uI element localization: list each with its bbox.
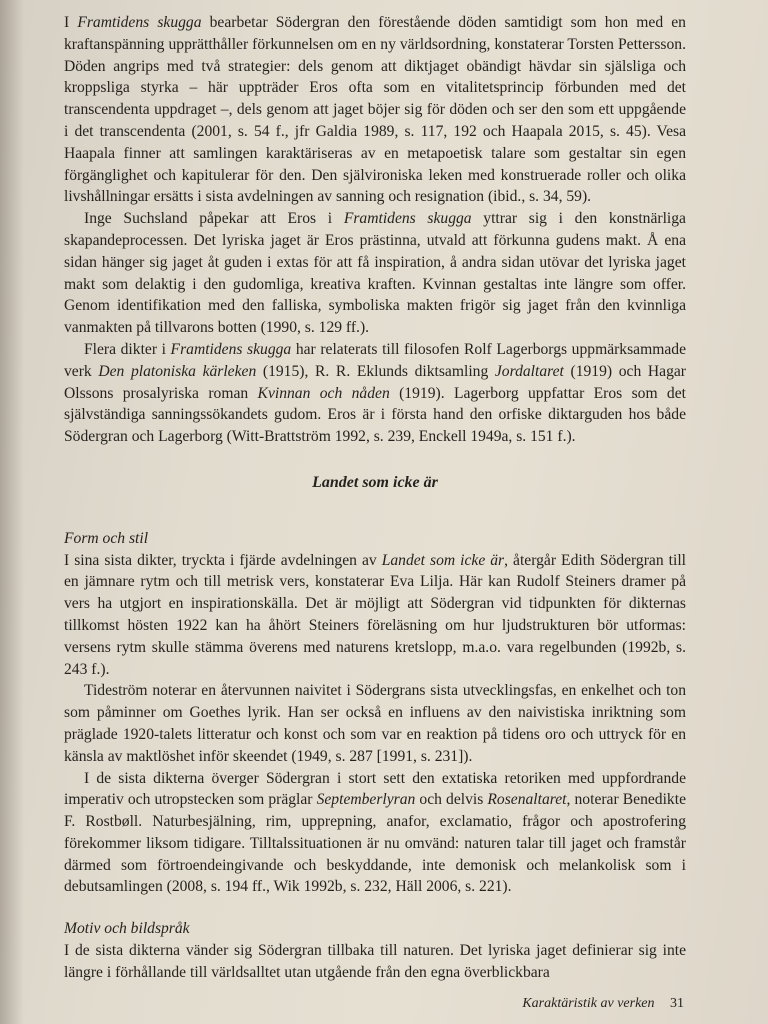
- italic-title: Framtidens skugga: [170, 340, 292, 358]
- text-run: har relaterats till filosofen Rolf Lagerborgs uppmärksammade verk: [64, 340, 686, 380]
- text-run: Tideström noterar en återvunnen naivitet i Södergrans sista utvecklingsfas, en enkelhet och ton som påminner om Goethes lyrik. Han ser också en influens av den naivistiska inriktning som präglade 1920-talets litteratur och konst och som var en reaktion på tidens oro och uttryck för en känsla av maktlöshet inför skeendet (1949, s. 287 [1991, s. 231]).: [64, 682, 686, 765]
- paragraph: [64, 680, 686, 767]
- body-text: [64, 12, 686, 984]
- text-run: (1919). Lagerborg uppfattar Eros som det självständiga sanningssökandets gudom. Eros är i första hand den orfiske diktarguden hos både Södergran och Lagerborg (Witt-Brattström 1992, s. 239, Enckell 1949a, s. 151 f.).: [64, 384, 686, 446]
- page-number: 31: [670, 996, 684, 1011]
- subheading-form-och-stil: Form och stil: [64, 529, 149, 547]
- italic-title: Jordaltaret: [494, 362, 564, 380]
- text-run: I de sista dikterna vänder sig Södergran tillbaka till naturen. Det lyriska jaget definierar sig inte längre i förhållande till världsalltet utan utgående från den egna överblickbara: [64, 942, 686, 981]
- paragraph: [64, 550, 686, 681]
- text-run: Inge Suchsland påpekar att Eros i: [84, 210, 344, 228]
- paragraph: [64, 339, 686, 448]
- italic-title: Den platoniska kärleken: [98, 362, 257, 380]
- paragraph: [64, 768, 686, 899]
- paragraph: [64, 12, 686, 208]
- running-head: Karaktäristik av verken: [522, 996, 655, 1011]
- paragraph: [64, 940, 686, 984]
- form-section: [64, 550, 686, 899]
- italic-title: Landet som icke är: [381, 551, 505, 569]
- text-run: (1915), R. R. Eklunds diktsamling: [256, 362, 495, 380]
- paragraph: [64, 208, 686, 339]
- motiv-section: [64, 940, 686, 984]
- text-run: Flera dikter i: [84, 340, 171, 358]
- subheading-motiv-och-bildsprak: Motiv och bildspråk: [64, 920, 190, 938]
- italic-title: Septemberlyran: [316, 791, 416, 809]
- page-footer: [522, 996, 684, 1012]
- text-run: , återgår Edith Södergran till en jämnare rytm och till metrisk vers, konstaterar Eva Lilja. Här kan Rudolf Steiners dramer på vers ha utgjort en inspirationskälla. Det är möjligt att Södergran vid tidpunkten för dikternas tillkomst hösten 1922 kan ha åhört Steiners föreläsning om hur ljudstrukturen bör utformas: versens rytm skulle stämma överens med naturens kretslopp, m.a.o. vara regelbunden (1992b, s. 243 f.).: [64, 551, 686, 678]
- text-run: , noterar Benedikte F. Rostbøll. Naturbesjälning, rim, upprepning, anafor, exclamatio, frågor och apostrofering förekommer liksom tidigare. Tilltalssituationen är nu omvänd: naturen talar till jaget och framstår därmed som förtroendeingivande och beskyddande, inte demonisk och melankolisk som i debutsamlingen (2008, s. 194 ff., Wik 1992b, s. 232, Häll 2006, s. 221).: [64, 791, 686, 896]
- text-run: (1919) och Hagar Olssons prosalyriska roman: [64, 362, 686, 402]
- text-run: yttrar sig i den konstnärliga skapandeprocessen. Det lyriska jaget är Eros prästinna, utvald att förkunna gudens makt. Å ena sidan hänger sig jaget åt guden i extas för att få inspiration, å andra sidan utövar det lyriska jaget makt som delaktig i den gudomliga, kreativa kraften. Kvinnan gestaltas inte längre som offer. Genom identifikation med den falliska, symboliska makten frigör sig jaget från den kvinnliga vanmakten på tillvarons botten (1990, s. 129 ff.).: [64, 210, 686, 337]
- text-run: och delvis: [415, 791, 488, 809]
- text-run: I sina sista dikter, tryckta i fjärde avdelningen av: [64, 551, 382, 569]
- text-run: I de sista dikterna överger Södergran i stort sett den extatiska retoriken med uppfordrande imperativ och utropstecken som präglar: [64, 769, 686, 809]
- section-title: Landet som icke är: [312, 473, 438, 491]
- intro-section: [64, 12, 686, 448]
- italic-title: Framtidens skugga: [343, 210, 472, 228]
- italic-title: Rosenaltaret: [487, 791, 567, 809]
- text-run: bearbetar Södergran den förestående döden samtidigt som hon med en kraftanspänning upprätthåller förkunnelsen om en ny världsordning, konstaterar Torsten Pettersson. Döden angrips med två strategier: dels genom att diktjaget obändigt hävdar sin själsliga och kroppsliga styrka – här uppträder Eros ofta som en vitalitetsprincip förbunden med det transcendenta uppdraget –, dels genom att jaget böjer sig för döden och ser den som ett uppgående i det transcendenta (2001, s. 54 f., jfr Galdia 1989, s. 117, 192 och Haapala 2015, s. 45). Vesa Haapala finner att samlingen karaktäriseras av en metapoetisk talare som gestaltar sin egen förgänglighet och kapitulerar för den. Den självironiska leken med konstruerade roller och olika livshållningar ersätts i sista avdelningen av sanning och resignation (ibid., s. 34, 59).: [64, 14, 686, 206]
- text-run: I: [64, 14, 78, 31]
- italic-title: Kvinnan och nåden: [257, 384, 390, 402]
- italic-title: Framtidens skugga: [77, 14, 202, 31]
- binding-shadow: [0, 0, 24, 1024]
